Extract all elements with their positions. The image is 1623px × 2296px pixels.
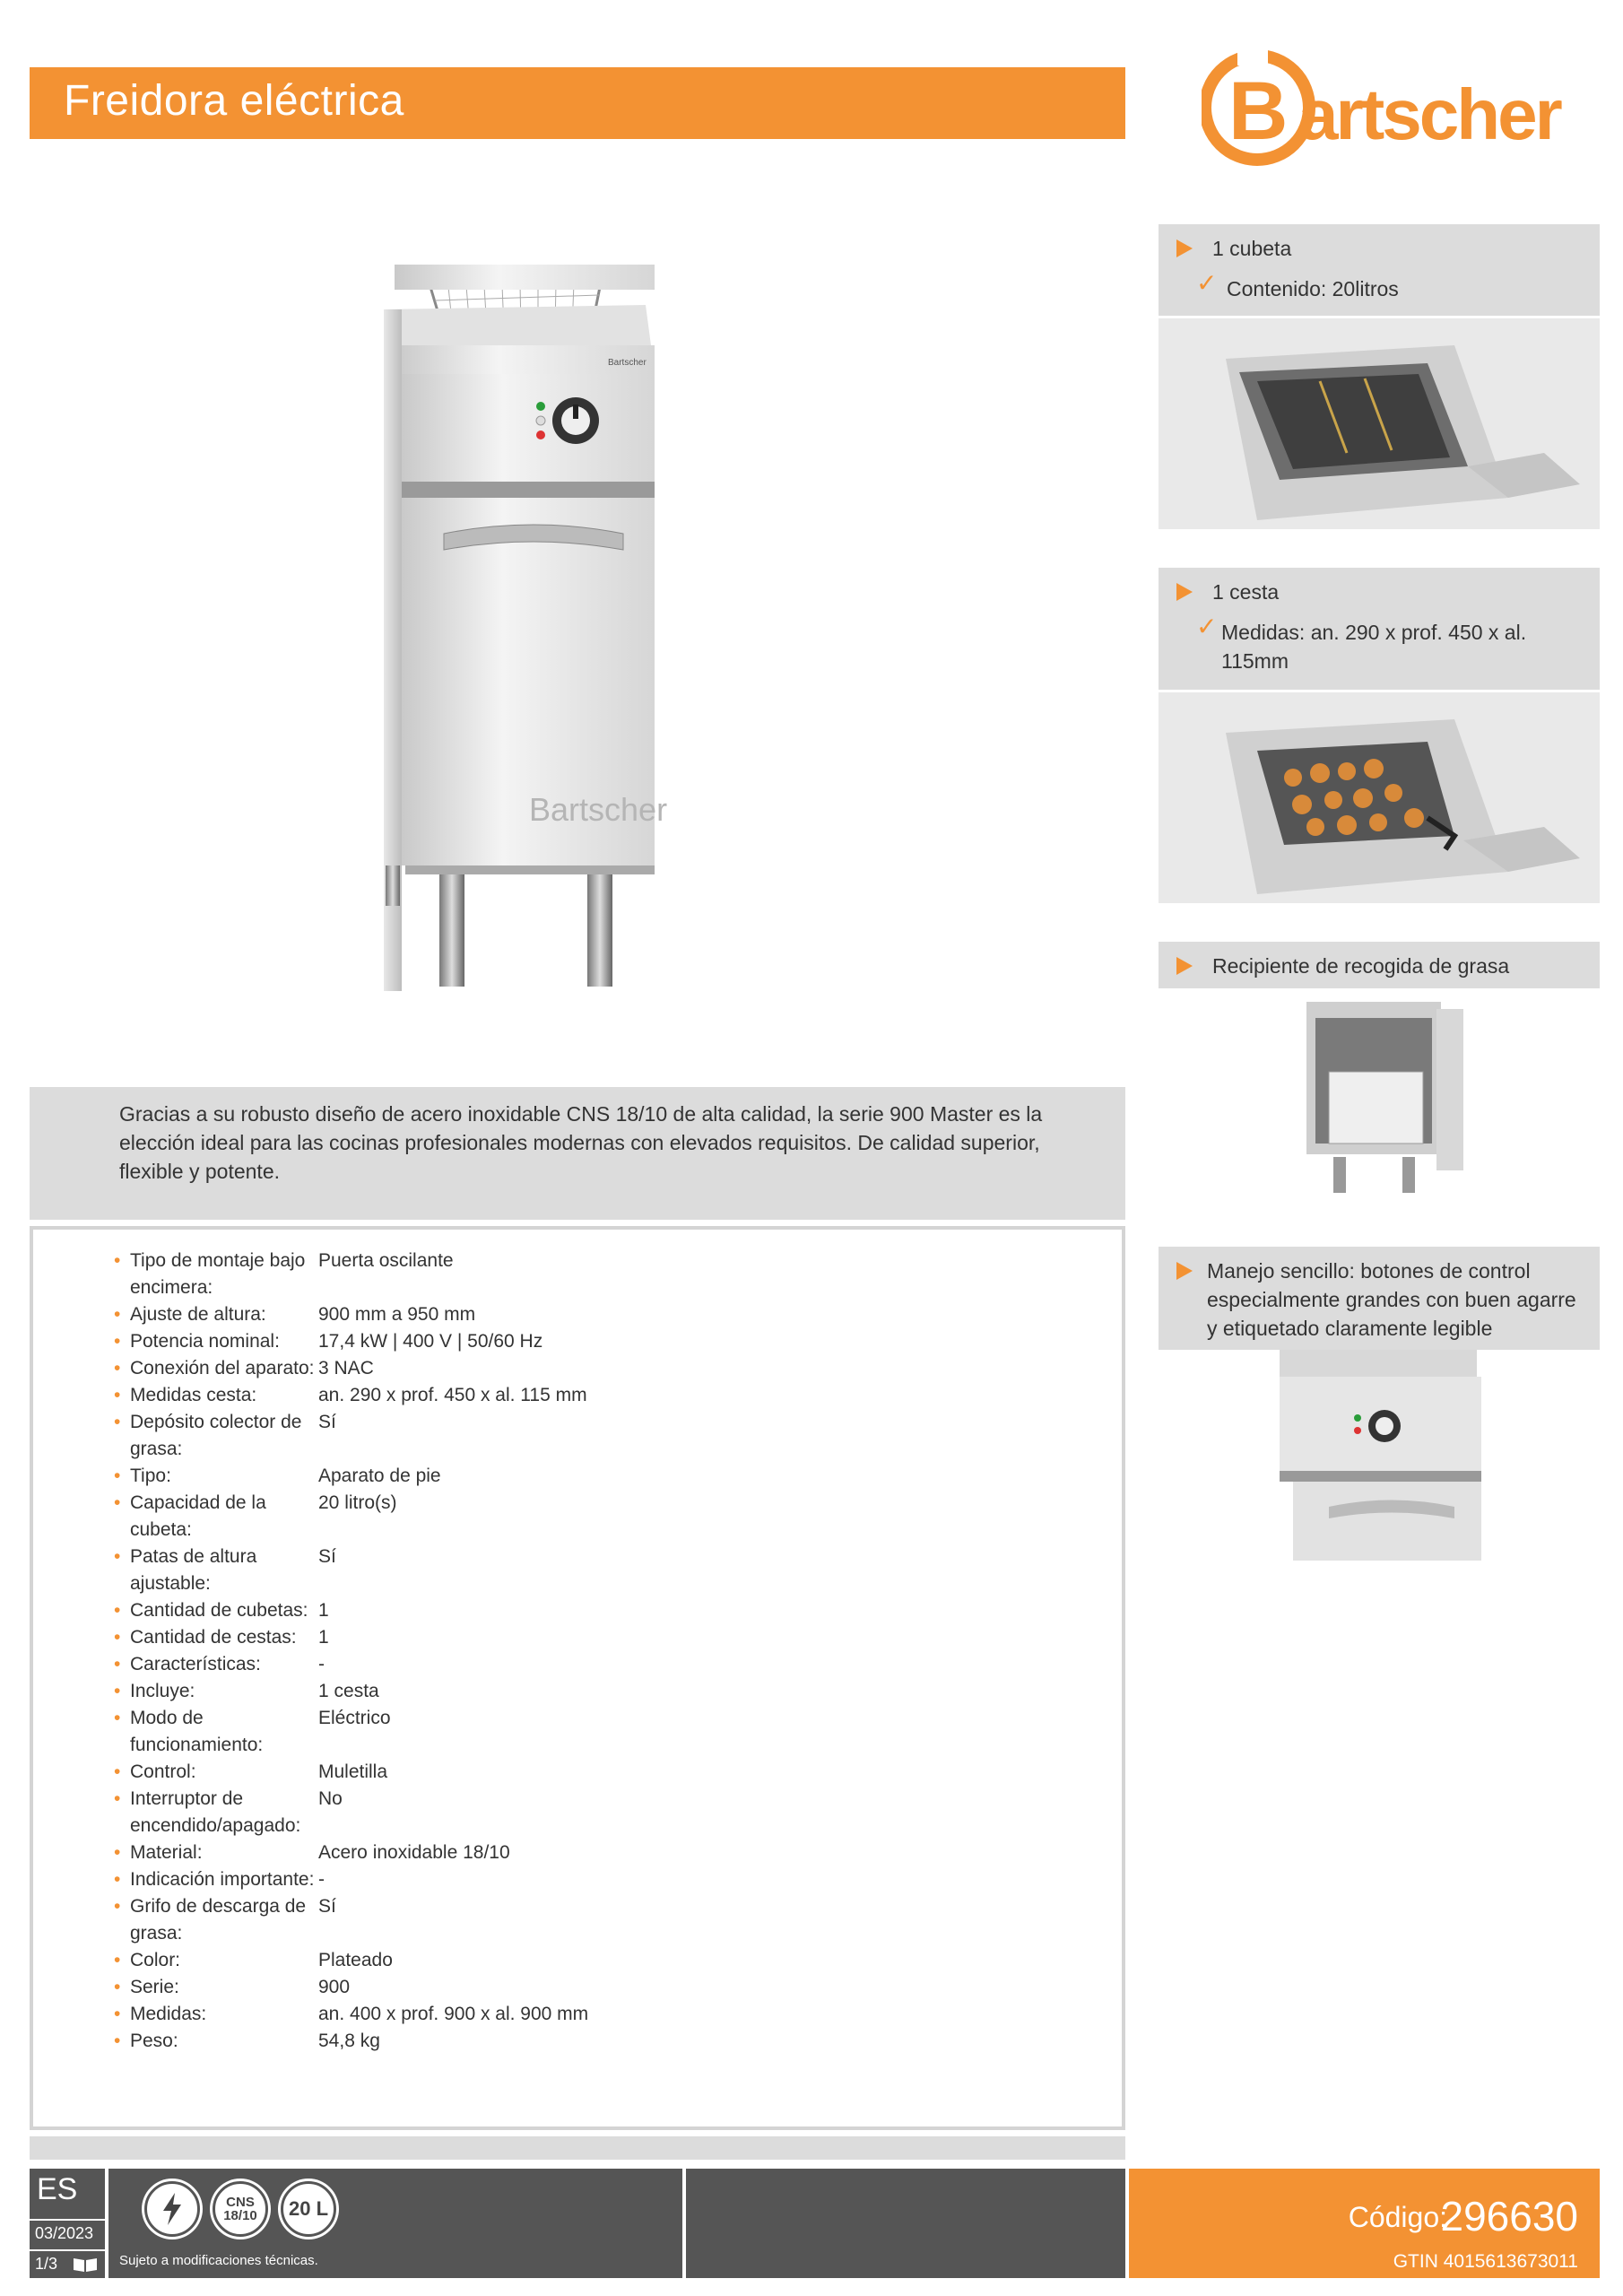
spec-row (112, 1355, 1098, 1382)
spec-value: Sí (318, 1546, 336, 1567)
spec-value: 1 (318, 1600, 329, 1621)
spec-value: 1 cesta (318, 1681, 379, 1701)
description-box (30, 1087, 1125, 1220)
spec-key: • Cantidad de cestas: (112, 1624, 318, 1651)
footer-blank-block (686, 2169, 1125, 2278)
feature-1-detail: Contenido: 20litros (1227, 277, 1399, 300)
doc-date: 03/2023 (30, 2219, 105, 2248)
triangle-icon (1176, 583, 1193, 601)
feature-2-header (1159, 568, 1600, 690)
footer-icons-block (108, 2169, 682, 2278)
spec-value: No (318, 1788, 343, 1809)
spec-row (112, 1328, 1098, 1355)
spec-row (112, 1839, 1098, 1866)
spec-key: • Conexión del aparato: (112, 1355, 318, 1382)
triangle-icon (1176, 239, 1193, 257)
spec-value: Sí (318, 1896, 336, 1917)
feature-4-image (1159, 1350, 1600, 1561)
small-brand-label: Bartscher (608, 358, 647, 368)
cns-badge-icon (213, 2181, 268, 2237)
language-code: ES (37, 2172, 78, 2206)
spec-key: • Serie: (112, 1974, 318, 2001)
spec-value: Eléctrico (318, 1708, 391, 1728)
spec-row (112, 1678, 1098, 1705)
code-label: Código: (1348, 2201, 1447, 2233)
spec-value: Aparato de pie (318, 1465, 441, 1486)
footer-note: Sujeto a modificaciones técnicas. (119, 2253, 318, 2268)
bartscher-logo (1202, 49, 1569, 166)
spec-row (112, 1893, 1098, 1947)
spec-row (112, 1786, 1098, 1839)
spec-value: an. 290 x prof. 450 x al. 115 mm (318, 1385, 587, 1405)
spec-row (112, 1597, 1098, 1624)
page-title: Freidora eléctrica (64, 77, 404, 125)
feature-1-title: 1 cubeta (1212, 237, 1292, 260)
feature-2-title: 1 cesta (1212, 580, 1280, 604)
lightning-icon (144, 2181, 200, 2237)
feature-4-header (1159, 1247, 1600, 1350)
spec-key: • Cantidad de cubetas: (112, 1597, 318, 1624)
spec-row (112, 1248, 1098, 1301)
spec-value: Sí (318, 1412, 336, 1432)
feature-3-title: Recipiente de recogida de grasa (1212, 954, 1510, 978)
triangle-icon (1176, 1262, 1193, 1280)
spec-row (112, 1651, 1098, 1678)
book-icon (73, 2257, 98, 2273)
spec-value: 3 NAC (318, 1358, 374, 1378)
spec-key: • Modo de funcionamiento: (112, 1705, 318, 1759)
spec-key: • Potencia nominal: (112, 1328, 318, 1355)
feature-3-header (1159, 942, 1600, 988)
spec-key: • Ajuste de altura: (112, 1301, 318, 1328)
spec-value: Puerta oscilante (318, 1250, 454, 1271)
page-number: 1/3 (30, 2249, 105, 2278)
spec-row (112, 1463, 1098, 1490)
spec-value: 900 mm a 950 mm (318, 1304, 476, 1325)
spec-key: • Características: (112, 1651, 318, 1678)
svg-text:B: B (1228, 65, 1289, 157)
footer-lang-block (30, 2169, 105, 2278)
spec-row (112, 1490, 1098, 1544)
spec-row (112, 1974, 1098, 2001)
spec-value: Acero inoxidable 18/10 (318, 1842, 510, 1863)
feature-1-image (1159, 318, 1600, 529)
feature-1-header (1159, 224, 1600, 316)
spec-row (112, 1759, 1098, 1786)
door-brand-label: Bartscher (529, 791, 668, 828)
spec-row (112, 1947, 1098, 1974)
spec-key: • Color: (112, 1947, 318, 1974)
spec-table (30, 1226, 1125, 2130)
checkmark-icon: ✓ (1196, 269, 1218, 297)
feature-4-title: Manejo sencillo: botones de control especialmente grandes con buen agarre y etiquetado claramente legible (1207, 1259, 1576, 1340)
spec-value: 54,8 kg (318, 2031, 380, 2051)
footer-code-block (1129, 2169, 1600, 2278)
spec-key: • Medidas cesta: (112, 1382, 318, 1409)
feature-2-image (1159, 692, 1600, 903)
spec-value: 17,4 kW | 400 V | 50/60 Hz (318, 1331, 543, 1352)
spec-value: Muletilla (318, 1761, 388, 1782)
cns-bottom: 18/10 (223, 2208, 257, 2223)
spec-key: • Patas de altura ajustable: (112, 1544, 318, 1597)
spec-value: 1 (318, 1627, 329, 1648)
description-text: Gracias a su robusto diseño de acero inoxidable CNS 18/10 de alta calidad, la serie 900 Master es la elección ideal para las cocinas profesionales modernas con elevados requisitos. De calidad superior, flexible y potente. (119, 1102, 1043, 1183)
spec-value: Plateado (318, 1950, 393, 1970)
spec-key: • Tipo de montaje bajo encimera: (112, 1248, 318, 1301)
triangle-icon (1176, 957, 1193, 975)
spec-row (112, 2001, 1098, 2028)
product-code: 296630 (1440, 2193, 1578, 2239)
product-image (377, 265, 771, 1027)
spec-value: - (318, 1869, 325, 1890)
spec-key: • Interruptor de encendido/apagado: (112, 1786, 318, 1839)
feature-2-detail: Medidas: an. 290 x prof. 450 x al. 115mm (1221, 621, 1527, 673)
feature-3-image (1159, 991, 1600, 1202)
spec-key: • Control: (112, 1759, 318, 1786)
spec-key: • Depósito colector de grasa: (112, 1409, 318, 1463)
gtin: GTIN 4015613673011 (1393, 2251, 1578, 2272)
spec-key: • Medidas: (112, 2001, 318, 2028)
capacity-label: 20 L (288, 2197, 329, 2220)
spec-key: • Indicación importante: (112, 1866, 318, 1893)
spec-row (112, 1705, 1098, 1759)
cns-top: CNS (226, 2195, 255, 2210)
spec-row (112, 2028, 1098, 2055)
spec-row (112, 1544, 1098, 1597)
spec-footer-bar (30, 2136, 1125, 2160)
spec-row (112, 1382, 1098, 1409)
title-bar (30, 67, 1125, 139)
spec-key: • Capacidad de la cubeta: (112, 1490, 318, 1544)
spec-row (112, 1866, 1098, 1893)
spec-key: • Grifo de descarga de grasa: (112, 1893, 318, 1947)
checkmark-icon: ✓ (1196, 613, 1218, 640)
brand-wordmark: artscher (1298, 74, 1560, 154)
spec-key: • Tipo: (112, 1463, 318, 1490)
spec-row (112, 1409, 1098, 1463)
spec-key: • Material: (112, 1839, 318, 1866)
capacity-badge-icon (281, 2181, 336, 2237)
spec-row (112, 1301, 1098, 1328)
spec-value: - (318, 1654, 325, 1674)
spec-list (112, 1248, 1098, 2055)
spec-row (112, 1624, 1098, 1651)
spec-value: 20 litro(s) (318, 1492, 397, 1513)
spec-key: • Incluye: (112, 1678, 318, 1705)
spec-key: • Peso: (112, 2028, 318, 2055)
spec-value: 900 (318, 1977, 351, 1997)
spec-value: an. 400 x prof. 900 x al. 900 mm (318, 2004, 589, 2024)
